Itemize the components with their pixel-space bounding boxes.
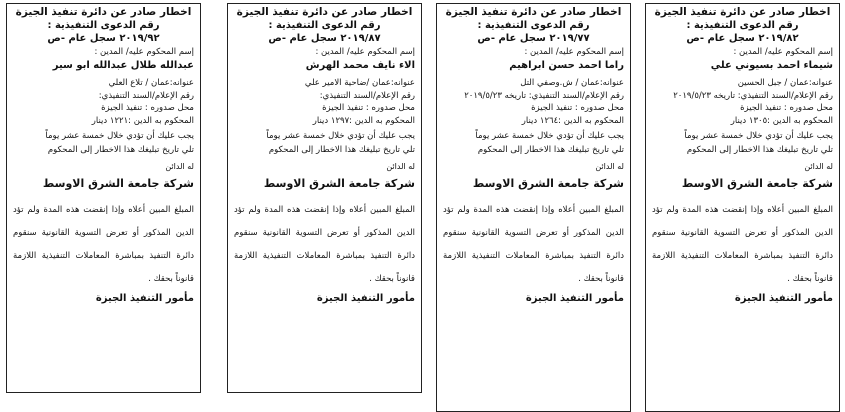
debtor-name: عبدالله طلال عبدالله ابو سير (52, 59, 194, 71)
notice-header (13, 6, 194, 45)
officer-signature: مأمور التنفيذ الجيزة (734, 292, 833, 304)
case-number: ٢٠١٩/٩٢ سجل عام -ص (47, 33, 160, 44)
warning-line-1: يجب عليك أن تؤدي خلال خمسة عشر يوماً (266, 130, 415, 141)
issue-place: محل صدوره : تنفيذ الجيزة (101, 103, 194, 114)
judgment-amount: المحكوم به الدين :١٣٠٥ دينار (730, 116, 833, 126)
debtor-name: شيماء احمد بسيوني علي (710, 59, 833, 71)
notice-header (652, 6, 833, 45)
issue-place: محل صدوره : تنفيذ الجيزة (322, 103, 415, 114)
creditor-label: له الدائن (804, 161, 833, 171)
notice-card (6, 3, 201, 393)
case-number: ٢٠١٩/٧٧ سجل عام -ص (477, 33, 590, 44)
notice-body: المبلغ المبين أعلاه وإذا إنقضت هذه المدة ولم تؤد الدين المذكور أو تعرض التسوية القانونية سنقوم دائرة التنفيذ بمباشرة المعاملات التنفيذية اللازمة قانوناً بحقك . (13, 204, 194, 284)
creditor-label: له الدائن (386, 161, 415, 171)
debtor-label: إسم المحكوم عليه/ المدين : (524, 47, 624, 57)
notice-header (443, 6, 624, 45)
debtor-label: إسم المحكوم عليه/ المدين : (315, 47, 415, 57)
notice-body: المبلغ المبين أعلاه وإذا إنقضت هذه المدة ولم تؤد الدين المذكور أو تعرض التسوية القانونية سنقوم دائرة التنفيذ بمباشرة المعاملات التنفيذية اللازمة قانوناً بحقك . (234, 204, 415, 284)
judgment-doc: رقم الإعلام/السند التنفيذي: (98, 90, 194, 101)
notice-title: اخطار صادر عن دائرة تنفيذ الجيزة (236, 6, 413, 18)
debtor-address: عنوانه:عمان / ش.وصفي التل (520, 78, 624, 89)
officer-signature: مأمور التنفيذ الجيزة (316, 292, 415, 304)
issue-place: محل صدوره : تنفيذ الجيزة (740, 103, 833, 114)
officer-signature: مأمور التنفيذ الجيزة (95, 292, 194, 304)
warning-line-1: يجب عليك أن تؤدي خلال خمسة عشر يوماً (684, 130, 833, 141)
notice-header (234, 6, 415, 45)
case-label: رقم الدعوى التنفيذية : (268, 20, 381, 31)
case-label: رقم الدعوى التنفيذية : (47, 20, 160, 31)
creditor-company: شركة جامعة الشرق الاوسط (263, 176, 415, 190)
notice-body: المبلغ المبين أعلاه وإذا إنقضت هذه المدة ولم تؤد الدين المذكور أو تعرض التسوية القانونية سنقوم دائرة التنفيذ بمباشرة المعاملات التنفيذية اللازمة قانوناً بحقك . (443, 204, 624, 284)
notice-body: المبلغ المبين أعلاه وإذا إنقضت هذه المدة ولم تؤد الدين المذكور أو تعرض التسوية القانونية سنقوم دائرة التنفيذ بمباشرة المعاملات التنفيذية اللازمة قانوناً بحقك . (652, 204, 833, 284)
notice-card (436, 3, 631, 412)
notice-title: اخطار صادر عن دائرة تنفيذ الجيزة (654, 6, 831, 18)
warning-line-2: تلي تاريخ تبليغك هذا الاخطار إلى المحكوم (686, 145, 833, 156)
case-label: رقم الدعوى التنفيذية : (477, 20, 590, 31)
warning-line-2: تلي تاريخ تبليغك هذا الاخطار إلى المحكوم (477, 145, 624, 156)
case-number: ٢٠١٩/٨٢ سجل عام -ص (686, 33, 799, 44)
judgment-amount: المحكوم به الدين :١٢٦٤ دينار (521, 116, 624, 126)
notice-card (645, 3, 840, 412)
warning-line-2: تلي تاريخ تبليغك هذا الاخطار إلى المحكوم (47, 145, 194, 156)
debtor-label: إسم المحكوم عليه/ المدين : (94, 47, 194, 57)
judgment-amount: المحكوم به الدين :١٢٢١ دينار (91, 116, 194, 126)
warning-line-1: يجب عليك أن تؤدي خلال خمسة عشر يوماً (45, 130, 194, 141)
debtor-address: عنوانه:عمان / جبل الحسين (737, 78, 833, 89)
debtor-address: عنوانه:عمان / تلاع العلي (108, 78, 194, 89)
creditor-company: شركة جامعة الشرق الاوسط (42, 176, 194, 190)
creditor-label: له الدائن (165, 161, 194, 171)
creditor-company: شركة جامعة الشرق الاوسط (681, 176, 833, 190)
debtor-name: راما احمد حسن ابراهيم (509, 59, 624, 71)
creditor-label: له الدائن (595, 161, 624, 171)
notice-card (227, 3, 422, 393)
warning-line-2: تلي تاريخ تبليغك هذا الاخطار إلى المحكوم (268, 145, 415, 156)
issue-place: محل صدوره : تنفيذ الجيزة (531, 103, 624, 114)
officer-signature: مأمور التنفيذ الجيزة (525, 292, 624, 304)
judgment-doc: رقم الإعلام/السند التنفيذي: (319, 90, 415, 101)
debtor-name: الاء نايف محمد الهرش (305, 59, 415, 71)
case-number: ٢٠١٩/٨٧ سجل عام -ص (268, 33, 381, 44)
judgment-doc: رقم الإعلام/السند التنفيذي: تاريخه ٢٠١٩/٥/٢٣ (673, 90, 833, 101)
debtor-label: إسم المحكوم عليه/ المدين : (733, 47, 833, 57)
notice-title: اخطار صادر عن دائرة تنفيذ الجيزة (445, 6, 622, 18)
case-label: رقم الدعوى التنفيذية : (686, 20, 799, 31)
judgment-doc: رقم الإعلام/السند التنفيذي: تاريخه ٢٠١٩/٥/٢٣ (464, 90, 624, 101)
notice-title: اخطار صادر عن دائرة تنفيذ الجيزة (15, 6, 192, 18)
warning-line-1: يجب عليك أن تؤدي خلال خمسة عشر يوماً (475, 130, 624, 141)
creditor-company: شركة جامعة الشرق الاوسط (472, 176, 624, 190)
judgment-amount: المحكوم به الدين :١٢٩٧ دينار (312, 116, 415, 126)
debtor-address: عنوانه:عمان /ضاحية الامير علي (304, 78, 415, 89)
